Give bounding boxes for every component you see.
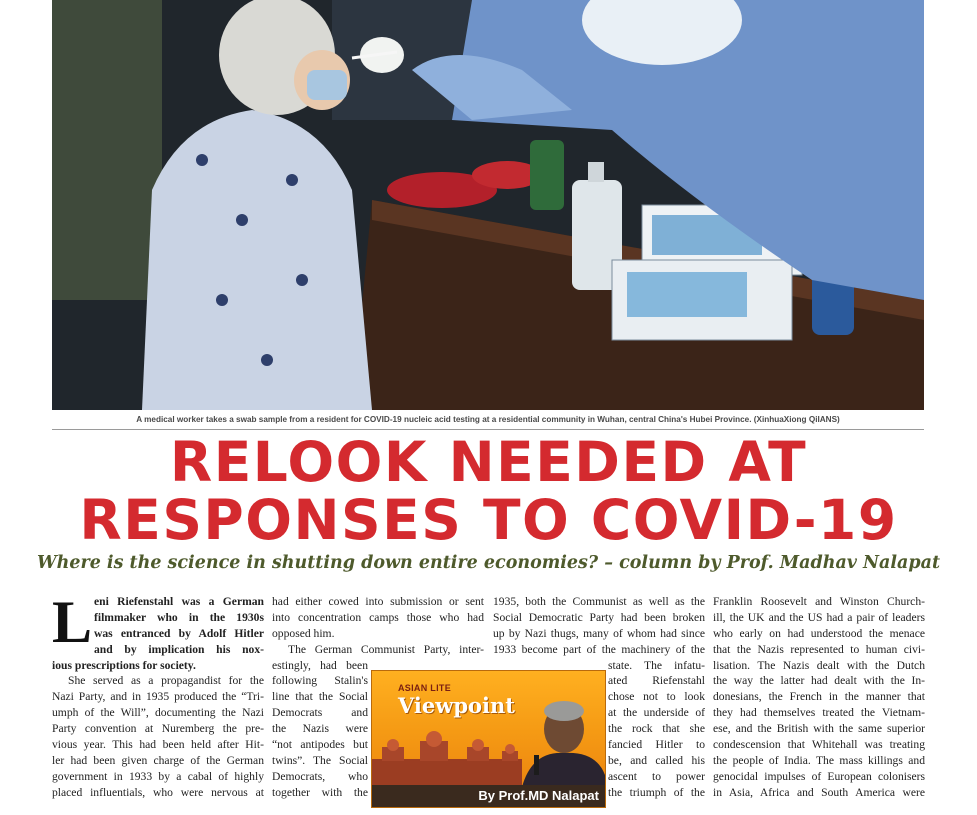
article-line: Democrats and <box>272 706 368 720</box>
article-line: eni Riefenstahl was a German <box>94 595 264 608</box>
article-line: 1933 become part of the machinery of the <box>493 642 705 656</box>
article-line: following Stalin's <box>272 674 368 688</box>
article-line: at the underside of <box>608 706 705 720</box>
article-line: umph of the Will”, documenting the Nazi <box>52 706 264 720</box>
article-line: the Nazis were <box>272 722 368 736</box>
article-line: and by implication his nox- <box>94 642 264 656</box>
article-line: placed influentials, who were nervous at <box>52 785 264 799</box>
article-line: lisation. The Nazis dealt with the Dutch <box>713 658 925 672</box>
article-line: line that the Social <box>272 690 368 704</box>
article-column-4 <box>713 594 925 801</box>
article-line: Democrats, who <box>272 769 368 783</box>
article-line: be, and called his <box>608 753 705 767</box>
article-line: vious year. This had been held after Hit- <box>52 738 264 752</box>
headline-line-2: RESPONSES TO COVID-19 <box>79 488 898 552</box>
article-line: opposed him. <box>272 626 335 640</box>
article-line: the people of India. The mass killings and <box>713 753 925 767</box>
article-column-1 <box>52 589 264 801</box>
article-line: Franklin Roosevelt and Winston Church- <box>713 595 925 608</box>
headline-line-1: RELOOK NEEDED AT <box>169 430 808 494</box>
news-photo-art <box>52 0 924 410</box>
article-line: had either cowed into submission or sent <box>272 595 484 608</box>
article-line: Social Democratic Party had been broken <box>493 610 705 624</box>
headline <box>0 430 977 552</box>
article-line: ascent to power <box>608 769 705 783</box>
article-line: into concentration camps those who had <box>272 610 484 624</box>
article-line: ated Riefenstahl <box>608 674 705 688</box>
viewpoint-byline: By Prof.MD Nalapat <box>372 785 605 807</box>
article-line: estingly, had been <box>272 658 368 672</box>
article-line: together with the <box>272 785 368 799</box>
article-line: they had themselves treated the Vietnam- <box>713 706 925 720</box>
article-line: up by Nazi thugs, many of whom had since <box>493 626 705 640</box>
viewpoint-title: Viewpoint <box>398 693 515 718</box>
article-line: “not antipodes but <box>272 738 368 752</box>
subheadline: Where is the science in shutting down entire economies? – column by Prof. Madhav Nalapat <box>36 553 941 573</box>
article-line: government in 1933 by a cabal of highly <box>52 769 264 783</box>
article-line: ious prescriptions for society. <box>52 658 196 672</box>
article-line: ler had been given charge of the German <box>52 753 264 767</box>
article-line: filmmaker who in the 1930s <box>94 610 264 624</box>
drop-cap: L <box>52 589 93 655</box>
article-line: the triumph of the <box>608 785 705 799</box>
article-line: The German Communist Party, inter- <box>288 642 484 656</box>
news-photo <box>52 0 924 410</box>
article-line: who early on had understood the menace <box>713 626 925 640</box>
article-line: condescension that Whitehall was treating <box>713 738 925 752</box>
viewpoint-brand: ASIAN LITE <box>398 683 452 693</box>
article-line: She served as a propagandist for the <box>68 674 264 688</box>
article-line: twins”. The Social <box>272 753 368 767</box>
article-line: Party convention at Nuremberg the pre- <box>52 722 264 736</box>
article-line: Nazi Party, and in 1935 produced the “Tri- <box>52 690 264 704</box>
article-line: donesians, the French in the manner that <box>713 690 925 704</box>
article-line: the way the latter had dealt with the In- <box>713 674 925 688</box>
article-line: chose not to look <box>608 690 705 704</box>
viewpoint-box <box>371 670 606 808</box>
article-line: fancied Hitler to <box>608 738 705 752</box>
article-line: state. The infatu- <box>608 658 705 672</box>
article-line: ese, and the British with the same superior <box>713 722 925 736</box>
article-line: in Asia, Africa and South America were <box>713 785 925 799</box>
article-line: was entranced by Adolf Hitler <box>94 626 264 640</box>
article-line: ill, the UK and the US had a pair of leaders <box>713 610 925 624</box>
article-line: genocidal impulses of European colonisers <box>713 769 925 783</box>
photo-caption: A medical worker takes a swab sample from a resident for COVID-19 nucleic acid testing at a residential community in Wuhan, central China's Hubei Province. (XinhuaXiong QiIANS) <box>136 415 840 424</box>
article-line: 1935, both the Communist as well as the <box>493 595 705 608</box>
article-line: that the Nazis represented to human civi- <box>713 642 925 656</box>
article-line: the rock that she <box>608 722 705 736</box>
